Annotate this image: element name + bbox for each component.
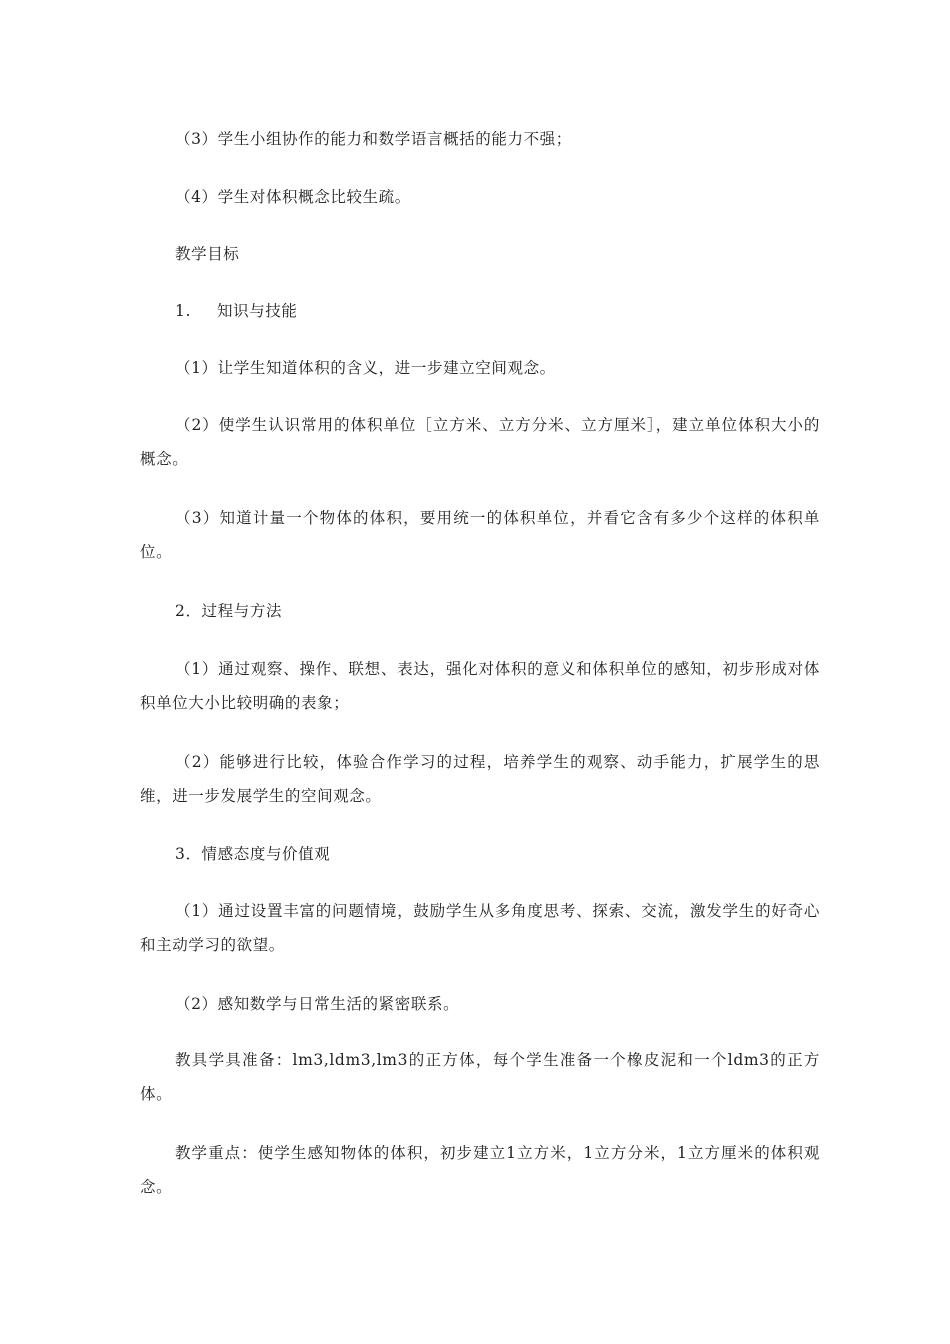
heading-process-methods: 2．过程与方法 (175, 602, 283, 620)
paragraph-goal-1: （1）让学生知道体积的含义，进一步建立空间观念。 (175, 359, 556, 377)
heading-teaching-goals: 教学目标 (175, 245, 240, 263)
paragraph-volume-concept: （4）学生对体积概念比较生疏。 (175, 188, 411, 206)
paragraph-emotion-1: （1）通过设置丰富的问题情境，鼓励学生从多角度思考、探索、交流，激发学生的好奇心和主动学习的欲望。 (140, 902, 820, 954)
paragraph-goal-2: （2）使学生认识常用的体积单位［立方米、立方分米、立方厘米］，建立单位体积大小的概念。 (140, 416, 820, 468)
paragraph-teaching-focus: 教学重点：使学生感知物体的体积，初步建立1立方米，1立方分米，1立方厘米的体积观念。 (140, 1144, 820, 1196)
heading-emotion-values: 3．情感态度与价值观 (175, 845, 331, 863)
paragraph-goal-3: （3）知道计量一个物体的体积，要用统一的体积单位，并看它含有多少个这样的体积单位。 (140, 509, 820, 561)
heading-knowledge-skills (175, 294, 298, 328)
paragraph-process-1: （1）通过观察、操作、联想、表达，强化对体积的意义和体积单位的感知，初步形成对体积单位大小比较明确的表象； (140, 660, 820, 712)
paragraph-emotion-2: （2）感知数学与日常生活的紧密联系。 (175, 995, 460, 1013)
paragraph-teaching-aids: 教具学具准备：lm3,ldm3,lm3的正方体，每个学生准备一个橡皮泥和一个ldm3的正方体。 (140, 1051, 820, 1103)
paragraph-student-collaboration: （3）学生小组协作的能力和数学语言概括的能力不强； (175, 130, 572, 148)
heading-text: 知识与技能 (217, 302, 298, 320)
heading-number: 1. (175, 302, 191, 320)
paragraph-process-2: （2）能够进行比较，体验合作学习的过程，培养学生的观察、动手能力，扩展学生的思维，进一步发展学生的空间观念。 (140, 753, 820, 805)
